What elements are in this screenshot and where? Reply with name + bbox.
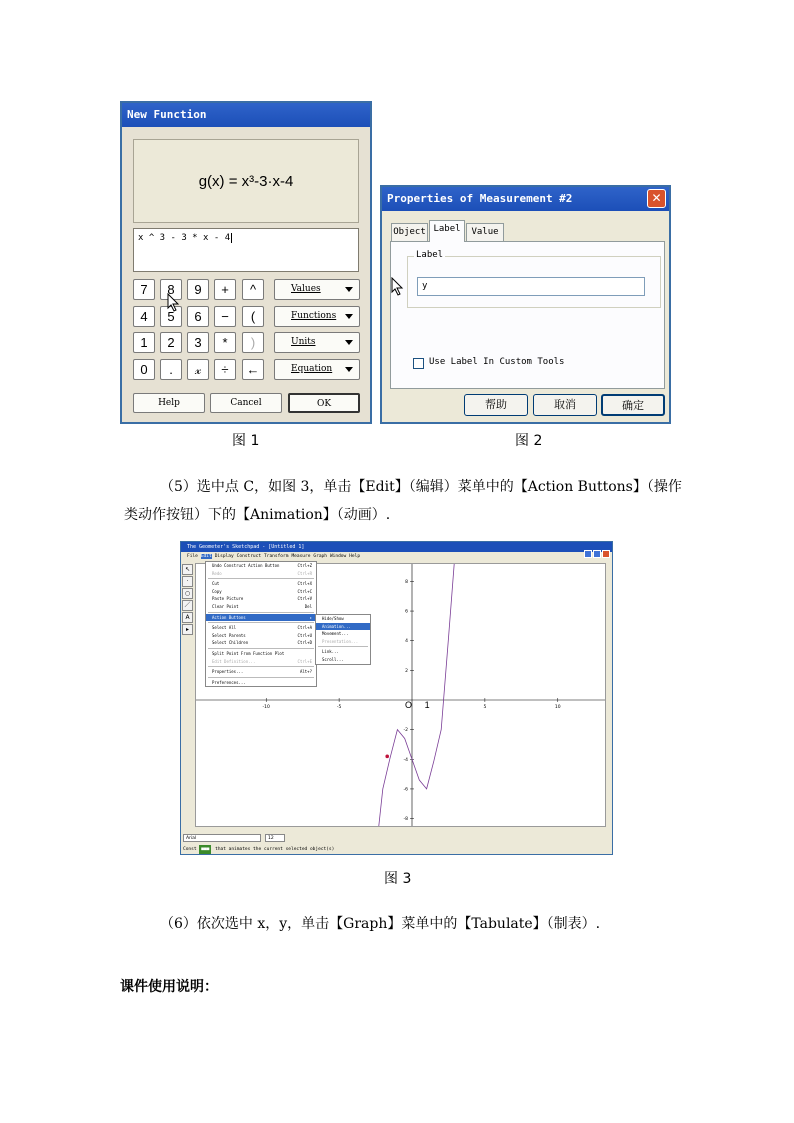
menu-measure[interactable]: Measure <box>291 554 311 559</box>
menu-file[interactable]: File <box>187 554 198 559</box>
key-0-0[interactable]: 7 <box>133 279 155 300</box>
units-label: Units <box>291 337 316 347</box>
menu-graph[interactable]: Graph <box>313 554 327 559</box>
figure-3-caption: 图 3 <box>384 871 412 887</box>
mouse-cursor-icon <box>167 293 181 313</box>
key-2-4[interactable]: ) <box>242 332 264 353</box>
x-tick-label: 10 <box>554 705 561 710</box>
menu-item-select-parents[interactable] <box>206 632 316 640</box>
menu-item-label: Undo Construct Action Button <box>212 563 280 568</box>
key-1-3[interactable]: − <box>214 306 236 327</box>
key-2-2[interactable]: 3 <box>187 332 209 353</box>
y-tick-label: 8 <box>405 579 408 585</box>
key-0-3[interactable]: + <box>214 279 236 300</box>
menu-item-label: Copy <box>212 588 222 594</box>
y-tick-label: 2 <box>405 668 408 674</box>
key-1-4[interactable]: ( <box>242 306 264 327</box>
mouse-cursor-icon <box>391 277 405 297</box>
font-size-select[interactable]: 12 <box>265 834 285 842</box>
x-tick-label: -5 <box>336 705 342 710</box>
menu-display[interactable]: Display <box>214 554 234 559</box>
menu-item-clear-point[interactable] <box>206 603 316 611</box>
label-group <box>407 250 661 308</box>
menu-item-shortcut: ▸ <box>309 614 312 620</box>
chevron-down-icon <box>345 287 353 292</box>
close-icon[interactable] <box>602 550 610 558</box>
menu-bar <box>181 552 612 561</box>
key-1-0[interactable]: 4 <box>133 306 155 327</box>
menu-separator <box>208 666 314 667</box>
key-3-4[interactable]: ← <box>242 359 264 380</box>
menu-transform[interactable]: Transform <box>264 554 289 559</box>
menu-item-action-buttons[interactable] <box>206 614 316 622</box>
menu-item-presentation[interactable] <box>316 638 370 646</box>
point-tool-icon[interactable]: · <box>182 576 193 587</box>
menu-item-label: Select Children <box>212 640 249 646</box>
functions-dropdown[interactable] <box>274 306 360 327</box>
menu-item-label: Movement... <box>322 631 349 637</box>
ok-button[interactable]: OK <box>288 393 360 413</box>
properties-dialog <box>380 185 671 424</box>
key-3-0[interactable]: 0 <box>133 359 155 380</box>
key-2-0[interactable]: 1 <box>133 332 155 353</box>
key-1-1[interactable]: 5 <box>160 306 182 327</box>
text-format-bar <box>181 833 612 843</box>
menu-item-select-children[interactable] <box>206 639 316 647</box>
action-buttons-submenu <box>315 614 371 665</box>
menu-item-shortcut: Ctrl+A <box>297 625 312 631</box>
menu-item-shortcut: Ctrl+R <box>297 570 312 576</box>
equation-dropdown[interactable] <box>274 359 360 380</box>
x-tick-label: -10 <box>262 705 270 710</box>
key-3-2[interactable]: 𝓍 <box>187 359 209 380</box>
menu-item-label: Hide/Show <box>322 616 344 621</box>
key-0-1[interactable]: 8 <box>160 279 182 300</box>
menu-item-shortcut: Ctrl+U <box>297 632 312 638</box>
menu-item-copy[interactable] <box>206 588 316 596</box>
menu-construct[interactable]: Construct <box>236 554 262 559</box>
dialog-title: Properties of Measurement #2 <box>382 187 669 211</box>
label-input-value: y <box>422 281 428 291</box>
menu-item-shortcut: Ctrl+E <box>297 658 312 664</box>
arrow-tool-icon[interactable]: ↖ <box>182 564 193 575</box>
key-2-1[interactable]: 2 <box>160 332 182 353</box>
group-label: Label <box>416 250 444 260</box>
sketchpad-window <box>180 541 613 855</box>
origin-label: O <box>405 700 413 710</box>
tab-value[interactable]: Value <box>466 223 504 241</box>
expression-text: x ^ 3 - 3 * x - 4 <box>138 233 231 243</box>
use-label-checkbox[interactable] <box>413 358 424 369</box>
cancel-button[interactable]: 取消 <box>533 394 597 416</box>
menu-edit[interactable]: Edit <box>200 554 212 559</box>
expression-input[interactable] <box>133 228 359 272</box>
menu-item-paste-picture[interactable] <box>206 595 316 603</box>
toolbox <box>182 564 194 664</box>
menu-item-label: Clear Point <box>212 603 239 609</box>
menu-item-label: Select Parents <box>212 632 246 638</box>
menu-separator <box>208 578 314 579</box>
menu-item-shortcut: Ctrl+C <box>297 588 312 594</box>
checkbox-label: Use Label In Custom Tools <box>429 357 565 367</box>
menu-item-label: Preferences... <box>212 679 246 685</box>
menu-item-animation[interactable] <box>316 623 370 631</box>
font-select[interactable]: Arial <box>183 834 261 842</box>
y-tick-label: 4 <box>405 639 408 645</box>
ok-button[interactable]: 确定 <box>601 394 665 416</box>
menu-item-label: Paste Picture <box>212 596 244 602</box>
equation-label: Equation <box>291 364 333 374</box>
unit-label: 1 <box>424 700 430 710</box>
key-1-2[interactable]: 6 <box>187 306 209 327</box>
tab-object[interactable]: Object <box>391 223 428 241</box>
menu-item-label: Cut <box>212 581 220 587</box>
chevron-down-icon <box>345 314 353 319</box>
label-input[interactable] <box>417 277 645 296</box>
close-icon: ✕ <box>651 191 662 205</box>
key-0-2[interactable]: 9 <box>187 279 209 300</box>
menu-item-label: Properties... <box>212 669 244 675</box>
x-tick-label: 5 <box>483 705 487 710</box>
y-tick-label: -2 <box>403 728 408 734</box>
function-display: g(x) = x³-3·x-4 <box>133 139 359 223</box>
menu-item-label: Scroll... <box>322 656 344 662</box>
menu-separator <box>318 646 368 647</box>
taskbar-icon[interactable]: ■■■ <box>199 845 211 855</box>
values-label: Values <box>291 284 321 294</box>
values-dropdown[interactable] <box>274 279 360 300</box>
menu-item-label: Select All <box>212 625 237 631</box>
instruction-step-6: （6）依次选中 x，y，单击【Graph】菜单中的【Tabulate】（制表）. <box>160 916 601 932</box>
menu-help[interactable]: Help <box>349 554 361 559</box>
menu-item-undo-construct-action-button[interactable] <box>206 562 316 570</box>
units-dropdown[interactable] <box>274 332 360 353</box>
key-0-4[interactable]: ^ <box>242 279 264 300</box>
instruction-step-5: （5）选中点 C，如图 3，单击【Edit】（编辑）菜单中的【Action Buttons】（操作类动作按钮）下的【Animation】（动画）. <box>124 479 682 523</box>
menu-item-link[interactable] <box>316 648 370 656</box>
menu-item-label: Presentation... <box>322 638 359 644</box>
figure-1-caption: 图 1 <box>232 433 260 449</box>
label-panel <box>390 241 665 389</box>
compass-tool-icon[interactable]: ○ <box>182 588 193 599</box>
status-prefix: Const <box>183 847 197 852</box>
key-2-3[interactable]: * <box>214 332 236 353</box>
menu-item-redo[interactable] <box>206 570 316 578</box>
new-function-dialog <box>120 101 372 424</box>
window-controls <box>583 543 610 562</box>
custom-tool-icon[interactable]: ▸ <box>182 624 193 635</box>
key-3-1[interactable]: . <box>160 359 182 380</box>
menu-separator <box>208 648 314 649</box>
menu-item-select-all[interactable] <box>206 624 316 632</box>
help-button[interactable]: 帮助 <box>464 394 528 416</box>
figure-2-caption: 图 2 <box>515 433 543 449</box>
y-tick-label: -4 <box>403 757 408 763</box>
menu-item-shortcut: Del <box>304 603 312 609</box>
y-tick-label: -6 <box>403 787 408 793</box>
help-button[interactable]: Help <box>133 393 205 413</box>
menu-item-cut[interactable] <box>206 580 316 588</box>
menu-item-label: Redo <box>212 570 222 576</box>
menu-item-scroll[interactable] <box>316 656 370 664</box>
menu-item-movement[interactable] <box>316 630 370 638</box>
menu-item-split-point-from-function-plot[interactable] <box>206 650 316 658</box>
maximize-icon[interactable] <box>593 550 601 558</box>
menu-item-label: Animation... <box>322 623 351 629</box>
key-3-3[interactable]: ÷ <box>214 359 236 380</box>
menu-item-shortcut: Ctrl+D <box>297 640 312 646</box>
point-c <box>385 755 389 759</box>
text-tool-icon[interactable]: A <box>182 612 193 623</box>
dialog-title: New Function <box>122 103 370 127</box>
menu-item-label: Action Buttons <box>212 614 246 620</box>
functions-label: Functions <box>291 311 337 321</box>
line-tool-icon[interactable]: ／ <box>182 600 193 611</box>
menu-separator <box>208 677 314 678</box>
status-bar <box>181 845 612 855</box>
menu-item-shortcut: Ctrl+Z <box>297 563 312 568</box>
tab-label[interactable]: Label <box>429 220 465 242</box>
chevron-down-icon <box>345 367 353 372</box>
window-title: The Geometer's Sketchpad - [Untitled 1] <box>181 542 612 552</box>
menu-item-properties[interactable] <box>206 668 316 676</box>
status-text: that animates the current selected object(s) <box>215 847 335 852</box>
menu-item-hide-show[interactable] <box>316 615 370 623</box>
menu-window[interactable]: Window <box>329 554 347 559</box>
menu-item-label: Split Point From Function Plot <box>212 650 285 656</box>
menu-item-shortcut: Alt+? <box>299 669 312 675</box>
menu-item-edit-definition[interactable] <box>206 658 316 666</box>
menu-item-shortcut: Ctrl+X <box>297 581 312 587</box>
edit-menu <box>205 561 317 687</box>
y-tick-label: -8 <box>403 817 408 823</box>
menu-item-shortcut: Ctrl+V <box>297 596 312 602</box>
menu-separator <box>208 622 314 623</box>
minimize-icon[interactable] <box>584 550 592 558</box>
function-curve <box>376 564 456 826</box>
close-button[interactable] <box>647 189 666 208</box>
menu-item-preferences[interactable] <box>206 679 316 687</box>
menu-item-label: Link... <box>322 649 339 655</box>
chevron-down-icon <box>345 340 353 345</box>
menu-separator <box>208 612 314 613</box>
y-tick-label: 6 <box>405 609 408 615</box>
cancel-button[interactable]: Cancel <box>210 393 282 413</box>
menu-item-label: Edit Definition... <box>212 658 256 664</box>
section-heading: 课件使用说明： <box>120 979 218 995</box>
